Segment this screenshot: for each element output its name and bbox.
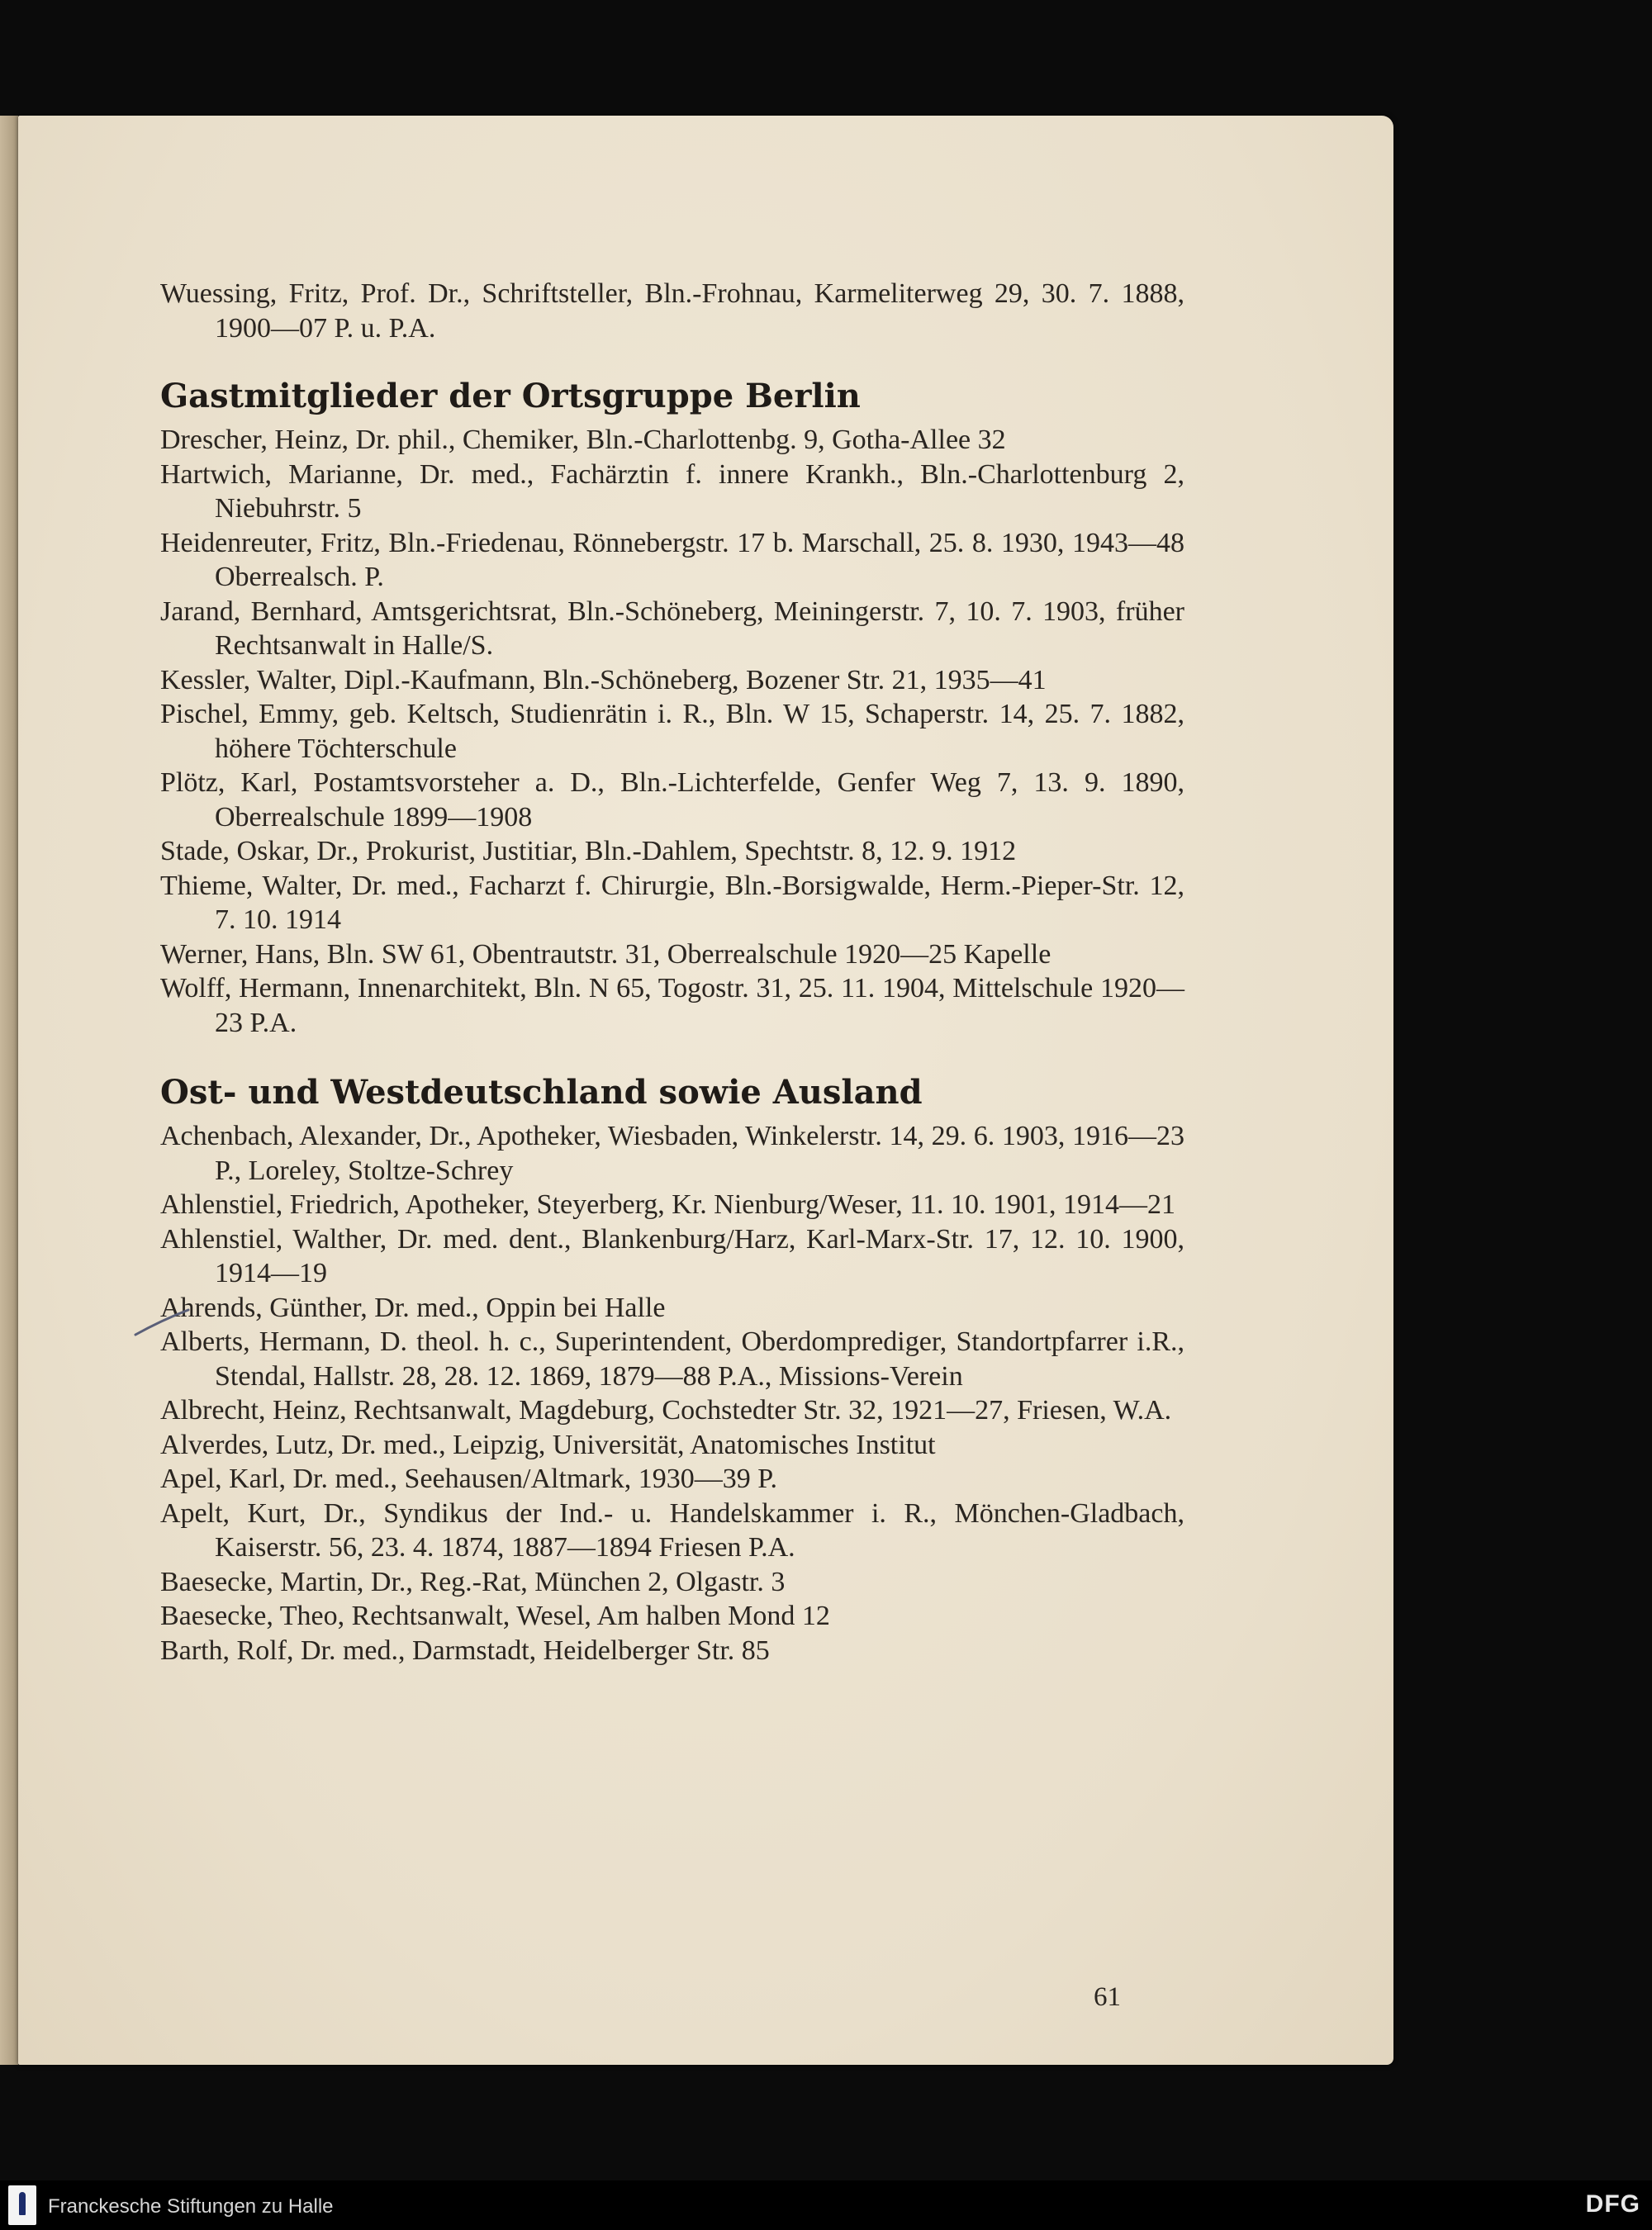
list-entry: Ahlenstiel, Friedrich, Apotheker, Steyerberg, Kr. Nienburg/Weser, 11. 10. 1901, 1914—21	[160, 1189, 1176, 1220]
list-entry: Albrecht, Heinz, Rechtsanwalt, Magdeburg, Cochstedter Str. 32, 1921—27, Friesen, W.A.	[160, 1395, 1172, 1426]
list-entry: Baesecke, Martin, Dr., Reg.-Rat, München 2, Olgastr. 3	[160, 1566, 786, 1597]
list-entry: Apel, Karl, Dr. med., Seehausen/Altmark, 1930—39 P.	[160, 1464, 777, 1494]
pen-mark	[134, 1305, 192, 1338]
viewer-footer	[0, 2180, 1652, 2230]
list-entry: Heidenreuter, Fritz, Bln.-Friedenau, Rönnebergstr. 17 b. Marschall, 25. 8. 1930, 1943—48 Oberrealsch. P.	[160, 527, 1184, 592]
list-entry: Pischel, Emmy, geb. Keltsch, Studienrätin i. R., Bln. W 15, Schaperstr. 14, 25. 7. 1882, höhere Töchterschule	[160, 699, 1184, 764]
list-entry: Ahlenstiel, Walther, Dr. med. dent., Blankenburg/Harz, Karl-Marx-Str. 17, 12. 10. 1900, 1914—19	[160, 1223, 1184, 1288]
list-entry: Apelt, Kurt, Dr., Syndikus der Ind.- u. Handelskammer i. R., Mönchen-Gladbach, Kaiserstr. 56, 23. 4. 1874, 1887—1894 Friesen P.A.	[160, 1497, 1184, 1563]
section-heading-east-west-abroad: Ost- und Westdeutschland sowie Ausland	[160, 1073, 923, 1112]
page-content	[160, 277, 1184, 1668]
list-entry: Alberts, Hermann, D. theol. h. c., Superintendent, Oberdomprediger, Standortpfarrer i.R., Stendal, Hallstr. 28, 28. 12. 1869, 1879—88 P.A., Missions-Verein	[160, 1326, 1184, 1392]
list-entry: Ahrends, Günther, Dr. med., Oppin bei Halle	[160, 1292, 666, 1323]
list-entry: Baesecke, Theo, Rechtsanwalt, Wesel, Am halben Mond 12	[160, 1601, 830, 1631]
list-entry: Hartwich, Marianne, Dr. med., Fachärztin f. innere Krankh., Bln.-Charlottenburg 2, Niebuhrstr. 5	[160, 458, 1184, 524]
list-entry: Alverdes, Lutz, Dr. med., Leipzig, Universität, Anatomisches Institut	[160, 1429, 936, 1460]
institution-logo-icon	[8, 2185, 36, 2225]
book-page	[18, 116, 1393, 2065]
left-page-edge	[0, 116, 18, 2065]
list-entry: Wolff, Hermann, Innenarchitekt, Bln. N 65, Togostr. 31, 25. 11. 1904, Mittelschule 1920—23 P.A.	[160, 973, 1184, 1038]
section-heading-berlin-guests: Gastmitglieder der Ortsgruppe Berlin	[160, 377, 861, 415]
list-entry: Plötz, Karl, Postamtsvorsteher a. D., Bln.-Lichterfelde, Genfer Weg 7, 13. 9. 1890, Oberrealschule 1899—1908	[160, 767, 1184, 833]
list-entry: Barth, Rolf, Dr. med., Darmstadt, Heidelberger Str. 85	[160, 1635, 770, 1666]
list-entry: Thieme, Walter, Dr. med., Facharzt f. Chirurgie, Bln.-Borsigwalde, Herm.-Pieper-Str. 12, 7. 10. 1914	[160, 870, 1184, 935]
list-entry: Wuessing, Fritz, Prof. Dr., Schriftsteller, Bln.-Frohnau, Karmeliterweg 29, 30. 7. 1888, 1900—07 P. u. P.A.	[160, 278, 1184, 344]
list-entry: Drescher, Heinz, Dr. phil., Chemiker, Bln.-Charlottenbg. 9, Gotha-Allee 32	[160, 425, 1006, 455]
list-entry: Jarand, Bernhard, Amtsgerichtsrat, Bln.-Schöneberg, Meiningerstr. 7, 10. 7. 1903, früher Rechtsanwalt in Halle/S.	[160, 595, 1184, 661]
list-entry: Werner, Hans, Bln. SW 61, Obentrautstr. 31, Oberrealschule 1920—25 Kapelle	[160, 938, 1051, 970]
dfg-logo: DFG	[1585, 2190, 1640, 2218]
institution-name: Franckesche Stiftungen zu Halle	[48, 2195, 334, 2218]
list-entry: Stade, Oskar, Dr., Prokurist, Justitiar, Bln.-Dahlem, Spechtstr. 8, 12. 9. 1912	[160, 836, 1017, 866]
list-entry: Achenbach, Alexander, Dr., Apotheker, Wiesbaden, Winkelerstr. 14, 29. 6. 1903, 1916—23 P., Loreley, Stoltze-Schrey	[160, 1121, 1184, 1186]
list-entry: Kessler, Walter, Dipl.-Kaufmann, Bln.-Schöneberg, Bozener Str. 21, 1935—41	[160, 664, 1047, 695]
page-number: 61	[1094, 1982, 1121, 2012]
